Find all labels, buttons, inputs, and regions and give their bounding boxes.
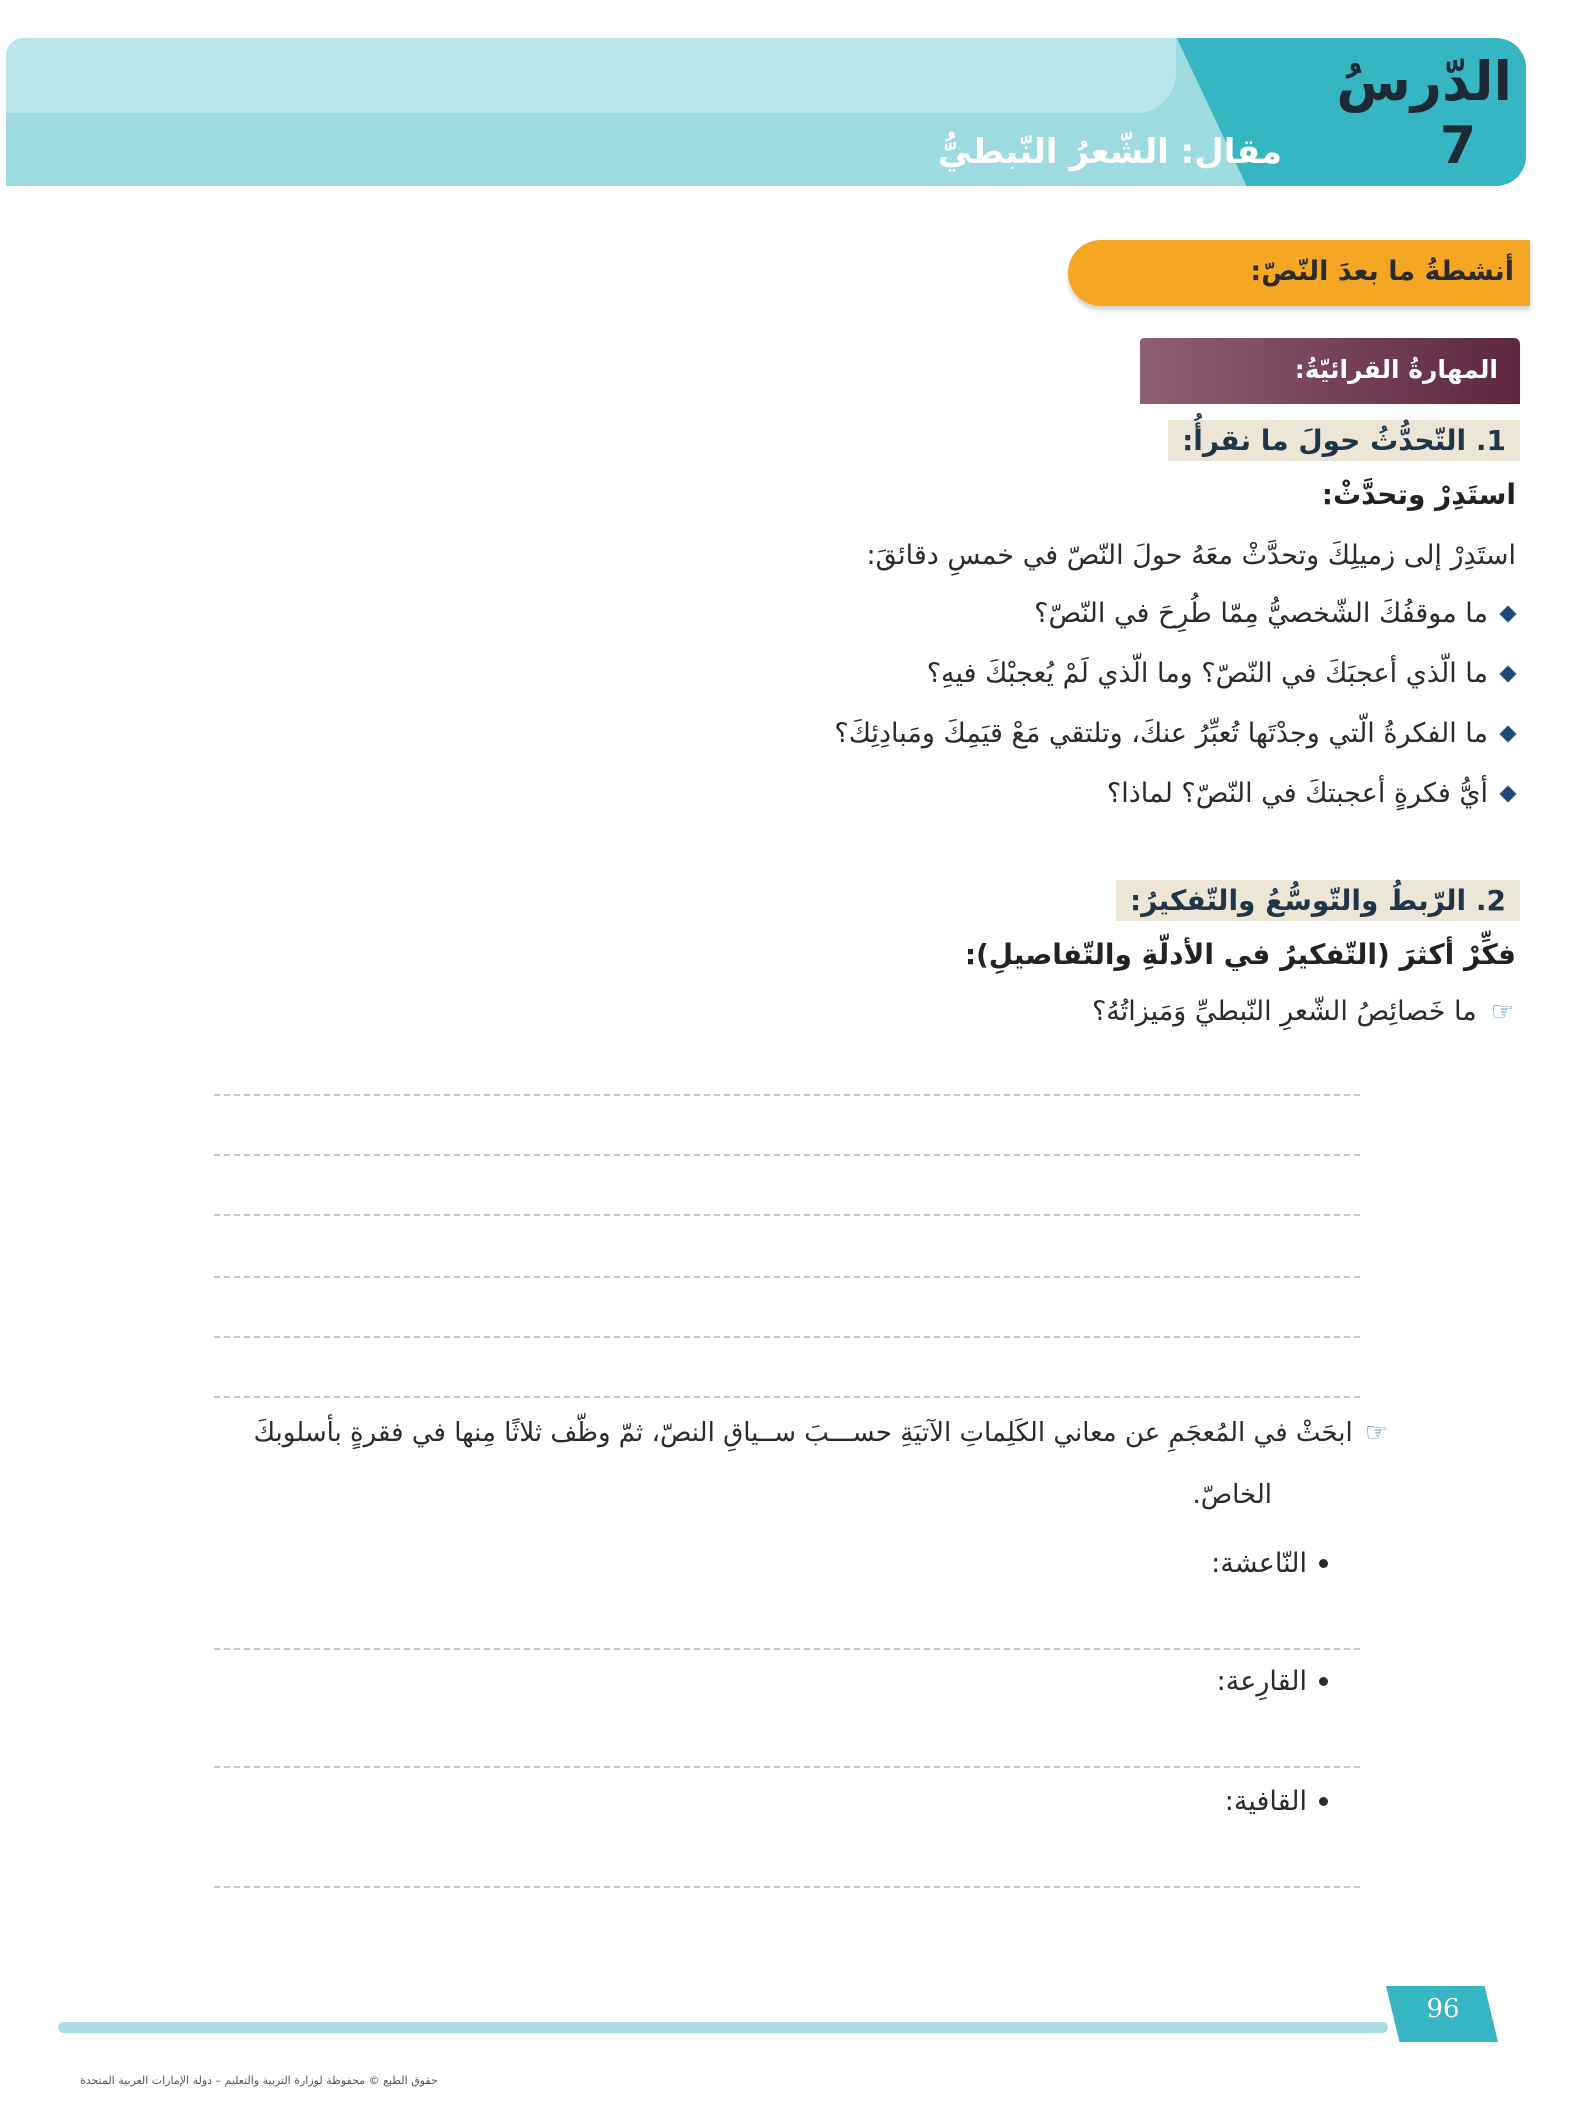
section1-instruction: استَدِرْ إلى زميلِكَ وتحدَّثْ معَهُ حولَ النّصّ في خمسِ دقائقَ: <box>866 540 1516 571</box>
bullet-dot-icon <box>1319 1677 1328 1686</box>
answer-line[interactable] <box>214 1154 1360 1156</box>
header-strip <box>6 38 1176 113</box>
lesson-title: مقال: الشّعرُ النّبطيُّ <box>937 132 1282 172</box>
pointing-hand-icon: ☞ <box>1364 1418 1388 1448</box>
dictionary-task: ☞ ابحَثْ في المُعجَمِ عن معاني الكَلِماتِ الآتيَةِ حســـبَ ســياقِ النصّ، ثمّ وظّف ثلاثًا مِنها في فقرةٍ بأسلوبكَ <box>253 1418 1388 1448</box>
diamond-bullet-icon <box>1500 605 1517 622</box>
word-item: القافية: <box>1225 1786 1328 1817</box>
answer-line[interactable] <box>214 1648 1360 1650</box>
diamond-bullet-icon <box>1500 725 1517 742</box>
reading-skill-label: المهارةُ القرائيّةُ: <box>1294 355 1498 384</box>
thinking-question: ☞ ما خَصائِصُ الشّعرِ النّبطيِّ وَمَيزاتُهُ؟ <box>1091 996 1514 1027</box>
answer-line[interactable] <box>214 1276 1360 1278</box>
section2-subheading: فكِّرْ أكثرَ (التّفكيرُ في الأدلّةِ والتّفاصيلِ): <box>964 938 1516 971</box>
question-item: ما الفكرةُ الّتي وجدْتَها تُعبِّرُ عنكَ، وتلتقي مَعْ قيَمِكَ ومَبادِئِكَ؟ <box>834 718 1514 749</box>
bullet-dot-icon <box>1319 1797 1328 1806</box>
answer-line[interactable] <box>214 1396 1360 1398</box>
question-item: ما الّذي أعجبَكَ في النّصّ؟ وما الّذي لَمْ يُعجبْكَ فيهِ؟ <box>927 658 1514 689</box>
dictionary-task-continuation: الخاصّ. <box>1192 1480 1272 1510</box>
word-item: النّاعشة: <box>1211 1548 1328 1579</box>
diamond-bullet-icon <box>1500 665 1517 682</box>
footer-bar <box>58 2022 1388 2033</box>
bullet-dot-icon <box>1319 1559 1328 1568</box>
section1-subheading: استَدِرْ وتحدَّثْ: <box>1321 478 1516 511</box>
copyright-notice: حقوق الطبع © محفوظة لوزارة التربية والتعليم – دولة الإمارات العربية المتحدة <box>80 2074 438 2087</box>
question-item: أيُّ فكرةٍ أعجبتكَ في النّصّ؟ لماذا؟ <box>1107 778 1514 809</box>
answer-line[interactable] <box>214 1094 1360 1096</box>
lesson-number: 7 <box>1439 116 1476 176</box>
answer-line[interactable] <box>214 1214 1360 1216</box>
question-item: ما موقفُكَ الشّخصيُّ مِمّا طُرِحَ في النّصّ؟ <box>1034 598 1514 629</box>
diamond-bullet-icon <box>1500 785 1517 802</box>
answer-line[interactable] <box>214 1336 1360 1338</box>
section2-heading: 2. الرّبطُ والتّوسُّعُ والتّفكيرُ: <box>1116 880 1520 921</box>
word-item: القارِعة: <box>1217 1666 1328 1697</box>
section1-heading: 1. التّحدُّثُ حولَ ما نقرأُ: <box>1168 420 1520 461</box>
post-text-activities-label: أنشطةُ ما بعدَ النّصّ: <box>1250 256 1514 287</box>
answer-line[interactable] <box>214 1886 1360 1888</box>
pointing-hand-icon: ☞ <box>1490 996 1514 1027</box>
page-number: 96 <box>1426 1994 1460 2024</box>
lesson-label: الدّرسُ <box>1336 50 1512 113</box>
answer-line[interactable] <box>214 1766 1360 1768</box>
